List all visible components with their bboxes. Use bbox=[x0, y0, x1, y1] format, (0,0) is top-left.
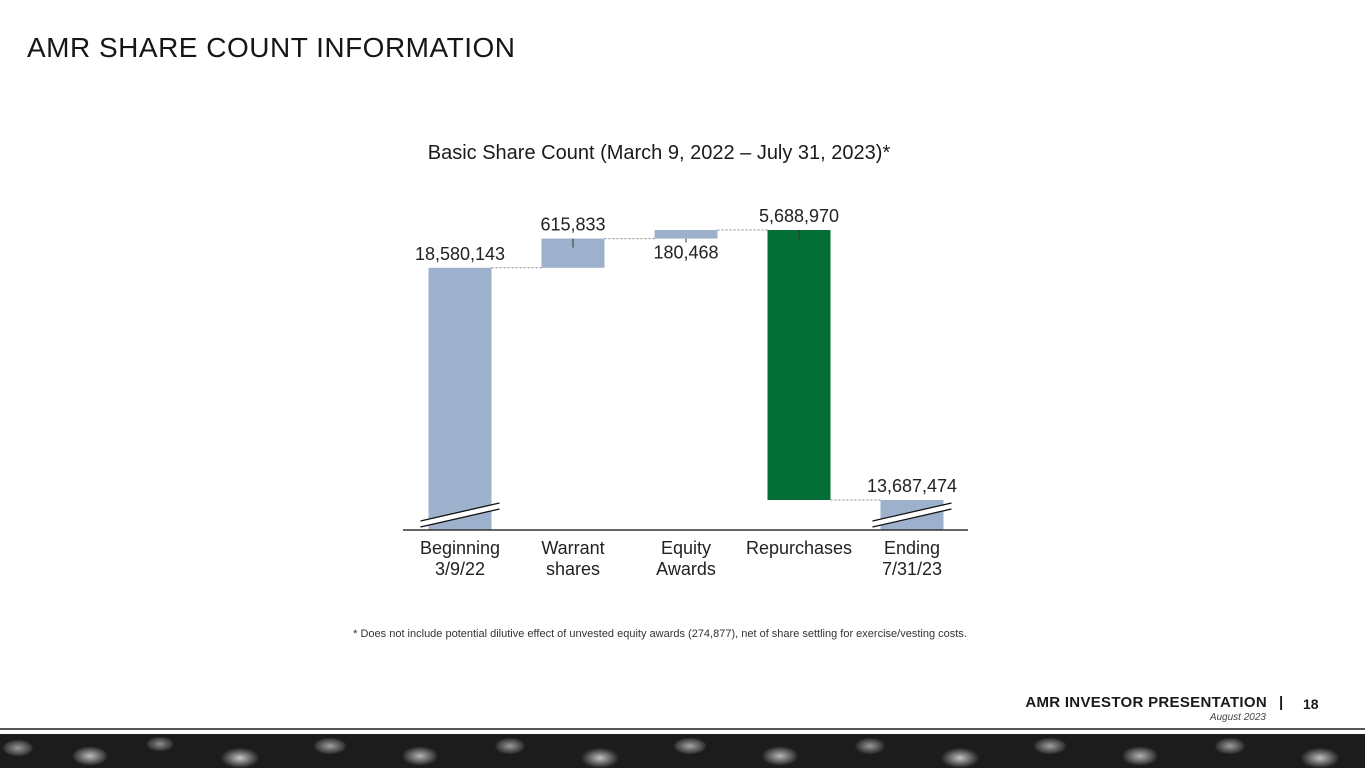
category-label: 7/31/23 bbox=[881, 559, 943, 579]
page-title: AMR SHARE COUNT INFORMATION bbox=[27, 32, 516, 63]
page-number: 18 bbox=[1303, 696, 1319, 712]
data-label: 615,833 bbox=[540, 214, 606, 235]
category-label: Equity bbox=[660, 538, 712, 558]
coal-image-strip bbox=[0, 734, 1365, 768]
footnote: * Does not include potential dilutive effect of unvested equity awards (274,877), net of share settling for exercise/vesting costs. bbox=[353, 628, 967, 640]
footer-separator: | bbox=[1279, 694, 1284, 711]
data-label: 180,468 bbox=[653, 242, 719, 263]
category-label: 3/9/22 bbox=[434, 559, 486, 579]
category-label: Warrant bbox=[541, 538, 605, 558]
data-label: 5,688,970 bbox=[758, 206, 840, 226]
footer-date: August 2023 bbox=[1209, 712, 1266, 723]
data-label: 18,580,143 bbox=[414, 243, 506, 264]
data-label: 13,687,474 bbox=[866, 476, 958, 496]
category-label: shares bbox=[545, 559, 601, 579]
category-label: Awards bbox=[656, 559, 716, 579]
category-label: Repurchases bbox=[745, 538, 853, 558]
waterfall-bar bbox=[655, 230, 718, 239]
chart-title: Basic Share Count (March 9, 2022 – July 31, 2023)* bbox=[427, 142, 891, 164]
footer-divider bbox=[0, 728, 1365, 730]
footer-title: AMR INVESTOR PRESENTATION bbox=[1025, 694, 1267, 711]
waterfall-bar bbox=[768, 230, 831, 500]
waterfall-bar bbox=[429, 268, 492, 530]
category-label: Ending bbox=[883, 538, 941, 558]
category-label: Beginning bbox=[419, 538, 501, 558]
